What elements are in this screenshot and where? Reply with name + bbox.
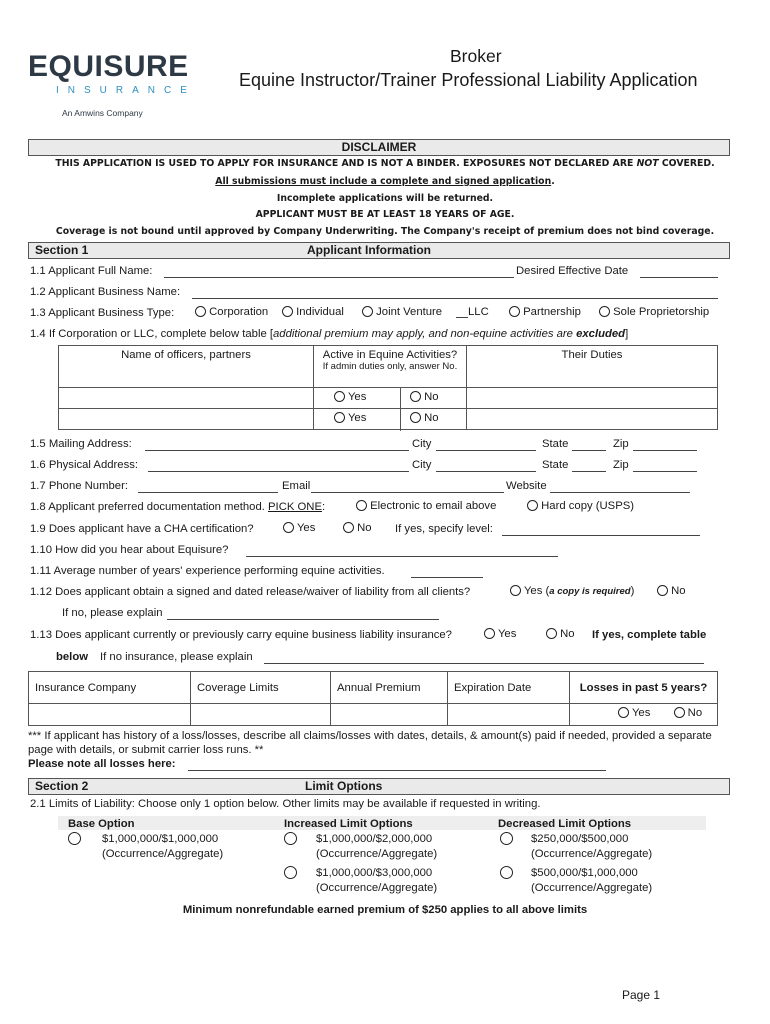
disclaimer-line-2: All submissions must include a complete and signed application. — [215, 176, 555, 187]
limit-inc-2-value: $1,000,000/$3,000,000 — [316, 867, 433, 879]
type-joint-venture-option[interactable]: Joint Venture — [362, 306, 442, 318]
limit-base-1-occ: (Occurrence/Aggregate) — [102, 848, 224, 860]
radio-icon[interactable] — [362, 306, 373, 317]
q1-13-label: 1.13 Does applicant currently or previously carry equine business liability insurance? — [30, 629, 452, 641]
active-no-option[interactable]: No — [410, 412, 439, 424]
disclaimer-line-4: APPLICANT MUST BE AT LEAST 18 YEARS OF AGE. — [255, 209, 515, 220]
mailing-zip-field[interactable] — [633, 438, 697, 451]
q1-2-label: 1.2 Applicant Business Name: — [30, 286, 181, 298]
effective-date-label: Desired Effective Date — [516, 265, 629, 277]
decreased-options-heading: Decreased Limit Options — [498, 818, 632, 830]
section-1-title: Applicant Information — [307, 243, 431, 257]
loss-list-field[interactable] — [188, 758, 606, 771]
officer-name-cell[interactable] — [59, 409, 314, 430]
ins-col-premium: Annual Premium — [331, 672, 448, 704]
table-row — [29, 704, 718, 726]
ins-limits-cell[interactable] — [191, 704, 331, 726]
radio-icon[interactable] — [334, 391, 345, 402]
ins-expiration-cell[interactable] — [448, 704, 570, 726]
mailing-address-field[interactable] — [145, 438, 409, 451]
radio-icon[interactable] — [484, 628, 495, 639]
q1-12-label: 1.12 Does applicant obtain a signed and dated release/waiver of liability from all clients? — [30, 586, 471, 598]
physical-address-field[interactable] — [148, 459, 409, 472]
radio-icon[interactable] — [334, 412, 345, 423]
ins-col-losses: Losses in past 5 years? — [570, 672, 718, 704]
physical-city-field[interactable] — [436, 459, 536, 472]
no-ins-explain-label: If no insurance, please explain — [100, 651, 253, 663]
mailing-city-label: City — [412, 438, 432, 450]
radio-icon[interactable] — [284, 832, 297, 845]
radio-icon[interactable] — [500, 832, 513, 845]
radio-icon[interactable] — [343, 522, 354, 533]
duties-cell[interactable] — [467, 388, 718, 409]
active-yes-option[interactable]: Yes — [334, 391, 366, 403]
prior-ins-below: below — [56, 651, 89, 663]
website-field[interactable] — [550, 480, 690, 493]
limit-inc-2-occ: (Occurrence/Aggregate) — [316, 882, 438, 894]
physical-city-label: City — [412, 459, 432, 471]
title-broker: Broker — [450, 46, 502, 66]
insurance-history-table — [28, 671, 718, 726]
radio-icon[interactable] — [410, 391, 421, 402]
base-option-heading: Base Option — [68, 818, 135, 830]
limit-inc-1-value: $1,000,000/$2,000,000 — [316, 833, 433, 845]
radio-icon[interactable] — [410, 412, 421, 423]
ins-premium-cell[interactable] — [331, 704, 448, 726]
section-2-title: Limit Options — [305, 779, 383, 793]
disclaimer-line-1: THIS APPLICATION IS USED TO APPLY FOR INSURANCE AND IS NOT A BINDER. EXPOSURES NOT DECLARED ARE NOT COVERED. — [55, 158, 715, 169]
prior-ins-complete-note: If yes, complete table — [592, 629, 707, 641]
section-1-header — [28, 242, 730, 259]
mailing-zip-label: Zip — [613, 438, 629, 450]
radio-icon[interactable] — [527, 500, 538, 511]
min-premium-note: Minimum nonrefundable earned premium of $250 applies to all above limits — [182, 904, 588, 916]
waiver-explain-label: If no, please explain — [62, 607, 163, 619]
section-2-label: Section 2 — [35, 779, 89, 793]
email-label: Email — [282, 480, 311, 492]
business-name-field[interactable] — [192, 286, 718, 299]
radio-icon[interactable] — [68, 832, 81, 845]
ins-company-cell[interactable] — [29, 704, 191, 726]
cha-level-field[interactable] — [502, 523, 700, 536]
limit-base-1-option[interactable] — [68, 832, 81, 846]
loss-list-label: Please note all losses here: — [28, 758, 176, 770]
limit-inc-1-option[interactable] — [284, 832, 297, 846]
cha-yes-option[interactable]: Yes — [283, 522, 315, 534]
physical-zip-label: Zip — [613, 459, 629, 471]
page-title: Equine Instructor/Trainer Professional Liability Application — [239, 70, 698, 90]
q1-1-label: 1.1 Applicant Full Name: — [30, 265, 153, 277]
q1-10-label: 1.10 How did you hear about Equisure? — [30, 544, 229, 556]
physical-state-field[interactable] — [572, 459, 606, 472]
physical-state-label: State — [542, 459, 569, 471]
radio-icon[interactable] — [509, 306, 520, 317]
radio-icon[interactable] — [618, 707, 629, 718]
waiver-yes-option[interactable]: Yes (a copy is required) — [510, 585, 634, 597]
disclaimer-line-5: Coverage is not bound until approved by Company Underwriting. The Company's receipt of premium does not bind coverage. — [55, 226, 715, 237]
ins-col-company: Insurance Company — [29, 672, 191, 704]
q1-4-label: 1.4 If Corporation or LLC, complete below table [additional premium may apply, and non-equine activities are excluded] — [30, 328, 629, 340]
q1-11-label: 1.11 Average number of years' experience performing equine activities. — [30, 565, 385, 577]
officers-col-active: Active in Equine Activities? If admin duties only, answer No. — [314, 346, 467, 388]
email-field[interactable] — [311, 480, 504, 493]
full-name-field[interactable] — [164, 265, 514, 278]
mailing-state-label: State — [542, 438, 569, 450]
type-llc-option[interactable]: LLC — [456, 306, 489, 318]
effective-date-field[interactable] — [640, 265, 718, 278]
radio-icon[interactable] — [657, 585, 668, 596]
doc-hardcopy-option[interactable]: Hard copy (USPS) — [527, 500, 634, 512]
type-partnership-option[interactable]: Partnership — [509, 306, 581, 318]
q1-8-label: 1.8 Applicant preferred documentation method. PICK ONE: — [30, 501, 326, 513]
mailing-city-field[interactable] — [436, 438, 536, 451]
losses-no-option[interactable]: No — [674, 707, 703, 719]
cha-specify-label: If yes, specify level: — [395, 523, 493, 535]
table-row — [59, 409, 718, 430]
q1-6-label: 1.6 Physical Address: — [30, 459, 139, 471]
radio-icon[interactable] — [284, 866, 297, 879]
limit-dec-2-value: $500,000/$1,000,000 — [531, 867, 638, 879]
radio-icon[interactable] — [599, 306, 610, 317]
radio-icon[interactable] — [500, 866, 513, 879]
type-individual-option[interactable]: Individual — [282, 306, 344, 318]
increased-options-heading: Increased Limit Options — [284, 818, 413, 830]
radio-icon[interactable] — [282, 306, 293, 317]
prior-ins-yes-option[interactable]: Yes — [484, 628, 516, 640]
limit-dec-1-occ: (Occurrence/Aggregate) — [531, 848, 653, 860]
section-1-label: Section 1 — [35, 243, 89, 257]
q1-9-label: 1.9 Does applicant have a CHA certification? — [30, 523, 254, 535]
page-number: Page 1 — [622, 988, 661, 1002]
active-no-option[interactable]: No — [410, 391, 439, 403]
prior-ins-no-option[interactable]: No — [546, 628, 575, 640]
limit-base-1-value: $1,000,000/$1,000,000 — [102, 833, 219, 845]
officers-table — [58, 345, 718, 430]
referral-field[interactable] — [246, 544, 558, 557]
ins-col-limits: Coverage Limits — [191, 672, 331, 704]
limit-inc-1-occ: (Occurrence/Aggregate) — [316, 848, 438, 860]
limit-dec-2-option[interactable] — [500, 866, 513, 880]
active-cell — [314, 409, 467, 430]
website-label: Website — [506, 480, 547, 492]
radio-icon[interactable] — [283, 522, 294, 533]
officers-col-duties: Their Duties — [467, 346, 718, 388]
limit-dec-2-occ: (Occurrence/Aggregate) — [531, 882, 653, 894]
q1-7-label: 1.7 Phone Number: — [30, 480, 128, 492]
table-row — [59, 388, 718, 409]
logo-amwins-text: An Amwins Company — [62, 108, 143, 118]
radio-icon[interactable] — [356, 500, 367, 511]
officer-name-cell[interactable] — [59, 388, 314, 409]
disclaimer-heading: DISCLAIMER — [28, 139, 730, 156]
waiver-no-option[interactable]: No — [657, 585, 686, 597]
limit-dec-1-option[interactable] — [500, 832, 513, 846]
radio-icon[interactable] — [195, 306, 206, 317]
years-experience-field[interactable] — [411, 565, 483, 578]
type-sole-proprietorship-option[interactable]: Sole Proprietorship — [599, 306, 709, 318]
cha-no-option[interactable]: No — [343, 522, 372, 534]
disclaimer-line-3: Incomplete applications will be returned. — [276, 193, 494, 204]
doc-electronic-option[interactable]: Electronic to email above — [356, 500, 496, 512]
ins-losses-cell — [570, 704, 718, 726]
q2-1-label: 2.1 Limits of Liability: Choose only 1 option below. Other limits may be available if requested in writing. — [30, 798, 541, 810]
ins-col-expiration: Expiration Date — [448, 672, 570, 704]
equisure-logo: EQUISURE — [28, 50, 189, 83]
radio-icon[interactable] — [546, 628, 557, 639]
type-corporation-option[interactable]: Corporation — [195, 306, 268, 318]
limit-inc-2-option[interactable] — [284, 866, 297, 880]
active-cell — [314, 388, 467, 409]
active-yes-option[interactable]: Yes — [334, 412, 366, 424]
section-2-header — [28, 778, 730, 795]
mailing-state-field[interactable] — [572, 438, 606, 451]
q1-3-label: 1.3 Applicant Business Type: — [30, 307, 175, 319]
physical-zip-field[interactable] — [633, 459, 697, 472]
duties-cell[interactable] — [467, 409, 718, 430]
radio-icon[interactable] — [510, 585, 521, 596]
waiver-explain-field[interactable] — [167, 607, 439, 620]
officers-col-name: Name of officers, partners — [59, 346, 314, 388]
no-ins-explain-field[interactable] — [264, 651, 704, 664]
phone-field[interactable] — [138, 480, 278, 493]
losses-yes-option[interactable]: Yes — [618, 707, 650, 719]
limit-dec-1-value: $250,000/$500,000 — [531, 833, 629, 845]
q1-5-label: 1.5 Mailing Address: — [30, 438, 132, 450]
logo-insurance-text: INSURANCE — [56, 85, 196, 96]
radio-icon[interactable] — [674, 707, 685, 718]
loss-history-note: *** If applicant has history of a loss/losses, describe all claims/losses with dates, details, & amount(s) paid if needed, provided a separate page with details, or submit carrier loss runs. ** — [28, 730, 712, 756]
